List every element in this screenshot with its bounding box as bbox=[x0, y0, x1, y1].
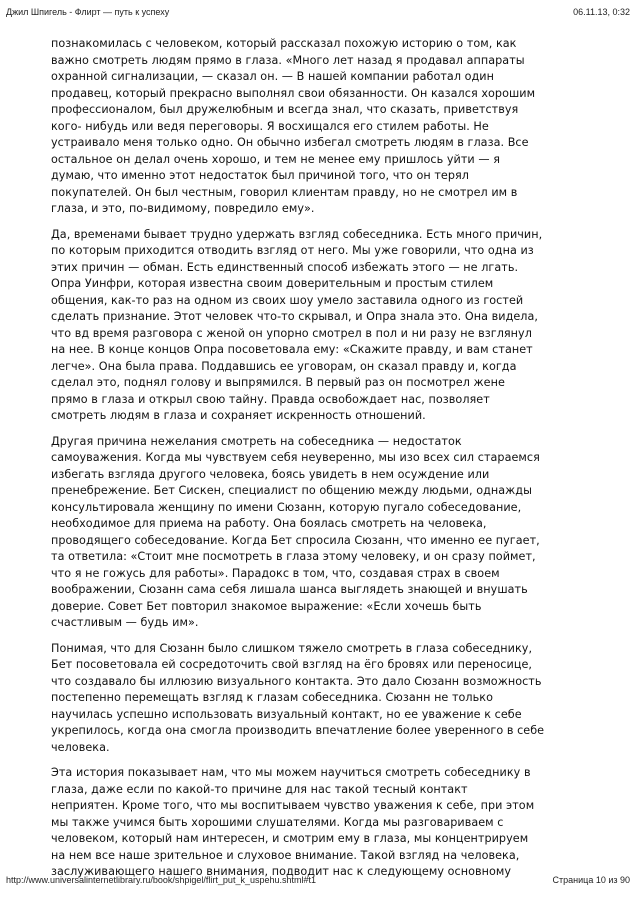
text-line: глаза, даже если по какой-то причине для нас такой тесный контакт bbox=[51, 782, 468, 796]
text-line: научилась успешно использовать визуальный контакт, но ее уважение к себе bbox=[51, 707, 522, 721]
text-line: доверие. Совет Бет повторил знакомое выражение: «Если хочешь быть bbox=[51, 599, 482, 613]
text-line: легче». Она была права. Поддавшись ее уговорам, он сказал правду и, когда bbox=[51, 359, 517, 373]
text-line: на нее. В конце концов Опра посоветовала ему: «Скажите правду, и вам станет bbox=[51, 343, 533, 356]
text-line: укрепилось, когда она смогла производить впечатление более уверенного в себе bbox=[51, 724, 545, 737]
text-line: воображении, Сюзанн сама себя лишала шанса выглядеть знающей и внушать bbox=[51, 583, 528, 596]
text-line: человека. bbox=[51, 740, 110, 754]
footer-page-number: Страница 10 из 90 bbox=[552, 875, 630, 885]
page-footer bbox=[6, 875, 630, 885]
text-line: думаю, что именно этот недостаток был причиной того, что он терял bbox=[51, 169, 469, 182]
text-line: консультировала женщину по имени Сюзанн, которую пугало собеседование, bbox=[51, 500, 522, 514]
text-line: кого- нибудь или ведя переговоры. Я восхищался его стилем работы. Не bbox=[51, 119, 489, 133]
text-line: познакомилась с человеком, который рассказал похожую историю о том, как bbox=[51, 37, 517, 50]
paragraph bbox=[51, 765, 599, 881]
text-line: профессионалом, был дружелюбным и всегда знал, что сказать, приветствуя bbox=[51, 103, 519, 116]
text-line: человеком, который нам интересен, и смотрим ему в глаза, мы концентрируем bbox=[51, 832, 529, 845]
text-line: та ответила: «Стоит мне посмотреть в глаза этому человеку, и он сразу поймет, bbox=[51, 550, 536, 563]
text-line: важно смотреть людям прямо в глаза. «Много лет назад я продавал аппараты bbox=[51, 53, 525, 67]
text-line: сделал это, поднял голову и выпрямился. В первый раз он посмотрел жене bbox=[51, 376, 505, 389]
footer-url-link[interactable]: http://www.universalinternetlibrary.ru/book/shpigel/flirt_put_k_uspehu.shtml#t1 bbox=[6, 875, 316, 885]
text-line: охранной сигнализации, — сказал он. — В нашей компании работал один bbox=[51, 70, 494, 83]
paragraph bbox=[51, 36, 599, 218]
text-line: глаза, и это, по-видимому, повредило ему». bbox=[51, 202, 315, 215]
text-line: Да, временами бывает трудно удержать взгляд собеседника. Есть много причин, bbox=[51, 227, 543, 241]
text-line: Опра Уинфри, которая известна своим доверительным и простым стилем bbox=[51, 277, 494, 290]
text-line: избегать взгляда другого человека, боясь увидеть в нем осуждение или bbox=[51, 467, 490, 481]
paragraph bbox=[51, 227, 599, 425]
text-line: постепенно перемещать взгляд к глазам собеседника. Сюзанн не только bbox=[51, 691, 493, 704]
paragraph bbox=[51, 434, 599, 632]
text-line: счастливым — будь им». bbox=[51, 616, 199, 629]
text-line: проводящего собеседование. Когда Бет спросила Сюзанн, что именно ее пугает, bbox=[51, 533, 540, 547]
page-header bbox=[6, 7, 630, 17]
text-line: остальное он делал очень хорошо, и тем не менее ему пришлось уйти — я bbox=[51, 152, 500, 166]
text-line: смотреть людям в глаза и сохраняет искренность отношений. bbox=[51, 409, 426, 422]
text-line: мы также учимся быть хорошими слушателями. Когда мы разговариваем с bbox=[51, 815, 504, 829]
text-line: Бет посоветовала ей сосредоточить свой взгляд на ёго бровях или переносице, bbox=[51, 658, 533, 671]
text-line: продавец, который прекрасно выполнял свои обязанности. Он казался хорошим bbox=[51, 86, 536, 100]
header-timestamp: 06.11.13, 0:32 bbox=[573, 7, 630, 17]
text-line: необходимое для приема на работу. Она боялась смотреть на человека, bbox=[51, 517, 487, 530]
text-line: устраивало меня только одно. Он обычно избегал смотреть людям в глаза. Все bbox=[51, 136, 529, 149]
text-line: Понимая, что для Сюзанн было слишком тяжело смотреть в глаза собеседнику, bbox=[51, 641, 533, 655]
text-line: по которым приходится отводить взгляд от него. Мы уже говорили, что одна из bbox=[51, 244, 534, 257]
text-line: что создавало бы иллюзию визуального контакта. Это дало Сюзанн возможность bbox=[51, 674, 542, 688]
text-line: что я не гожусь для работы». Парадокс в том, что, создавая страх в своем bbox=[51, 566, 500, 580]
text-line: заслуживающего нашего внимания, подводит нас к следующему основному bbox=[51, 865, 512, 878]
text-line: что вд время разговора с женой он упорно смотрел в пол и ни разу не взглянул bbox=[51, 326, 532, 340]
text-line: пренебрежение. Бет Сискен, специалист по общению между людьми, однажды bbox=[51, 484, 532, 497]
text-line: неприятен. Кроме того, что мы воспитываем чувство уважения к себе, при этом bbox=[51, 799, 535, 812]
text-line: на нем все наше зрительное и слуховое внимание. Такой взгляд на человека, bbox=[51, 848, 520, 862]
text-line: сделать признание. Этот человек что-то скрывал, и Опра знала это. Она видела, bbox=[51, 310, 539, 323]
text-line: Эта история показывает нам, что мы можем научиться смотреть собеседнику в bbox=[51, 766, 531, 779]
text-line: самоуважения. Когда мы чувствуем себя неуверенно, мы изо всех сил стараемся bbox=[51, 451, 540, 464]
text-line: прямо в глаза и открыл свою тайну. Правда освобождает нас, позволяет bbox=[51, 392, 490, 406]
document-body bbox=[51, 36, 599, 890]
paragraph bbox=[51, 641, 599, 757]
text-line: покупателей. Он был честным, говорил клиентам правду, но не смотрел им в bbox=[51, 185, 518, 199]
text-line: этих причин — обман. Есть единственный способ избежать этого — не лгать. bbox=[51, 260, 519, 274]
text-line: общения, как-то раз на одном из своих шоу умело заставила одного из гостей bbox=[51, 293, 524, 307]
text-line: Другая причина нежелания смотреть на собеседника — недостаток bbox=[51, 434, 462, 448]
header-title: Джил Шпигель - Флирт — путь к успеху bbox=[6, 7, 170, 17]
